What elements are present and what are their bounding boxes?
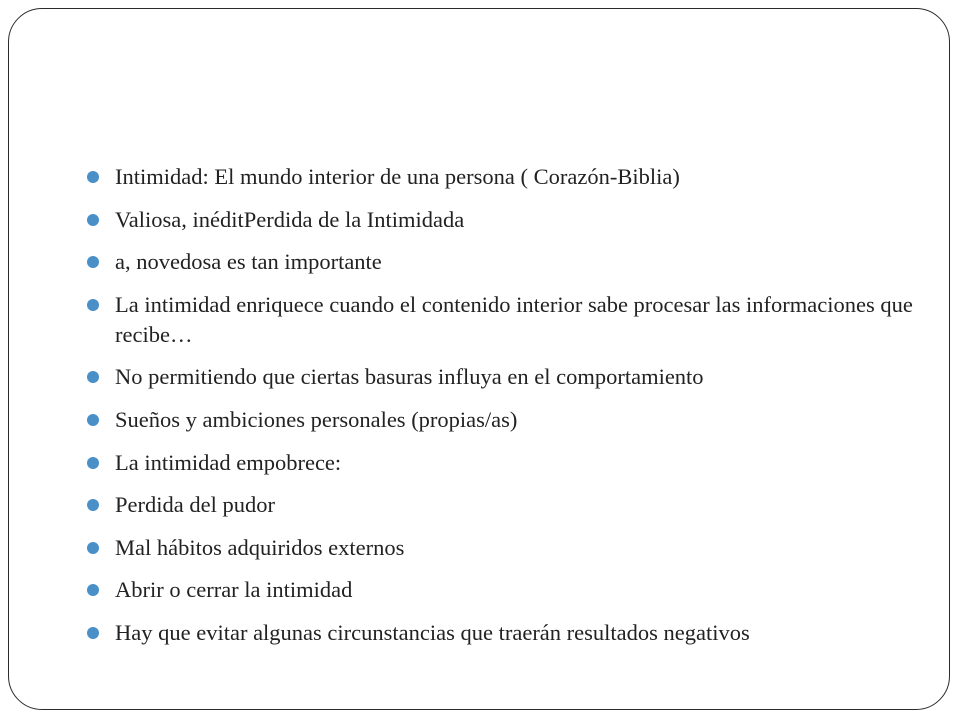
list-item [87,575,927,605]
bullet-dot-icon [87,499,99,511]
bullet-text: Abrir o cerrar la intimidad [115,577,353,603]
bullet-text: La intimidad enriquece cuando el contenido interior sabe procesar las informaciones que recibe… [115,291,913,347]
list-item [87,448,927,478]
bullet-text: Valiosa, inéditPerdida de la Intimidada [115,206,465,232]
bullet-list [87,162,927,661]
bullet-text: Sueños y ambiciones personales (propias/as) [115,406,518,432]
bullet-text: Perdida del pudor [115,492,275,518]
bullet-dot-icon [87,299,99,311]
list-item [87,362,927,392]
list-item [87,405,927,435]
bullet-text: No permitiendo que ciertas basuras influya en el comportamiento [115,364,704,390]
slide-frame [8,8,950,710]
bullet-dot-icon [87,256,99,268]
bullet-text: La intimidad empobrece: [115,449,342,475]
bullet-dot-icon [87,214,99,226]
list-item [87,247,927,277]
bullet-dot-icon [87,627,99,639]
bullet-dot-icon [87,371,99,383]
bullet-text: Hay que evitar algunas circunstancias que traerán resultados negativos [115,619,750,645]
list-item [87,533,927,563]
bullet-dot-icon [87,171,99,183]
bullet-dot-icon [87,414,99,426]
list-item [87,490,927,520]
list-item [87,205,927,235]
bullet-text: a, novedosa es tan importante [115,249,382,275]
bullet-text: Mal hábitos adquiridos externos [115,534,405,560]
bullet-dot-icon [87,584,99,596]
bullet-dot-icon [87,542,99,554]
bullet-dot-icon [87,457,99,469]
list-item [87,162,927,192]
list-item [87,618,927,648]
list-item [87,290,927,350]
bullet-text: Intimidad: El mundo interior de una persona ( Corazón-Biblia) [115,164,680,189]
